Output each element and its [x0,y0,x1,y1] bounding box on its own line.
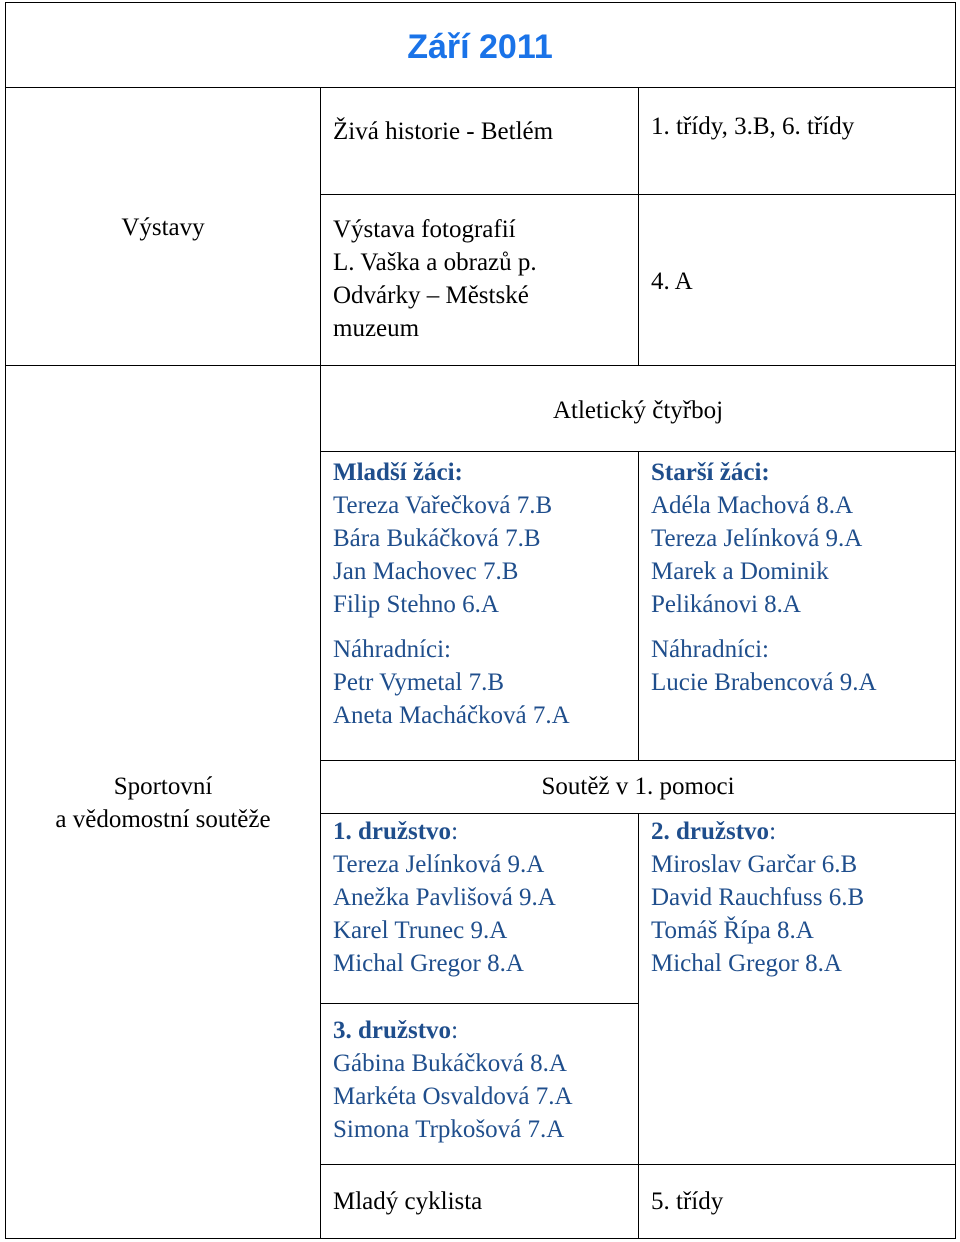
team2-member: David Rauchfuss 6.B [651,884,865,911]
exhibition-event-2-line: L. Vaška a obrazů p. [333,249,537,276]
exhibition-event-2-line: Odvárky – Městské [333,282,529,309]
first-aid-heading: Soutěž v 1. pomoci [541,773,735,800]
divider-exhibition-classes [638,87,639,366]
exhibition-event-2-line: muzeum [333,315,420,342]
athletics-older-group [651,456,877,699]
border-bottom [5,1238,956,1239]
older-member: Adéla Machová 8.A [651,492,854,519]
first-aid-team-2 [651,815,864,980]
team1-member: Anežka Pavlišová 9.A [333,884,556,911]
divider-above-team3 [320,1003,638,1004]
team3-colon: : [451,1017,459,1044]
divider-category-column [320,87,321,1239]
title-text: Září 2011 [407,28,553,66]
first-aid-team-3 [333,1014,573,1146]
older-member: Pelikánovi 8.A [651,591,801,618]
team3-member: Simona Trpkošová 7.A [333,1116,565,1143]
exhibition-classes-2: 4. A [651,268,693,295]
category-sports-line: a vědomostní soutěže [55,806,271,833]
team3-member: Markéta Osvaldová 7.A [333,1083,573,1110]
border-under-title [5,87,956,88]
younger-sub: Petr Vymetal 7.B [333,669,505,696]
older-sub: Lucie Brabencová 9.A [651,669,877,696]
category-exhibitions: Výstavy [121,214,205,241]
athletics-heading: Atletický čtyřboj [552,397,724,424]
cyclist-event: Mladý cyklista [333,1188,483,1215]
border-left [5,2,6,1239]
older-label: Starší žáci: [651,459,770,486]
older-subs-label: Náhradníci: [651,636,770,663]
exhibition-event-2-line: Výstava fotografií [333,216,516,243]
team1-member: Michal Gregor 8.A [333,950,524,977]
team2-member: Miroslav Garčar 6.B [651,851,858,878]
team3-label: 3. družstvo [333,1017,452,1044]
divider-first-aid-teams [638,813,639,1165]
page-title [0,27,960,67]
team1-member: Karel Trunec 9.A [333,917,508,944]
first-aid-team-1 [333,815,556,980]
team3-member: Gábina Bukáčková 8.A [333,1050,567,1077]
athletics-younger-group [333,456,570,732]
younger-member: Bára Bukáčková 7.B [333,525,541,552]
border-right [955,2,956,1239]
older-member: Marek a Dominik [651,558,829,585]
category-sports [5,770,321,836]
border-under-exhibitions [5,365,956,366]
younger-member: Jan Machovec 7.B [333,558,519,585]
younger-member: Tereza Vařečková 7.B [333,492,553,519]
younger-label: Mladší žáci: [333,459,463,486]
exhibition-event-2 [333,213,537,345]
younger-sub: Aneta Macháčková 7.A [333,702,570,729]
team1-label: 1. družstvo [333,818,452,845]
younger-subs-label: Náhradníci: [333,636,452,663]
team2-colon: : [769,818,777,845]
cyclist-classes: 5. třídy [651,1188,724,1215]
older-member: Tereza Jelínková 9.A [651,525,863,552]
team1-colon: : [451,818,459,845]
team1-member: Tereza Jelínková 9.A [333,851,545,878]
category-sports-line: Sportovní [113,773,213,800]
exhibition-event-1: Živá historie - Betlém [333,118,554,145]
team2-member: Michal Gregor 8.A [651,950,842,977]
divider-cyclist-classes [638,1164,639,1239]
team2-label: 2. družstvo [651,818,770,845]
divider-athletics-groups [638,451,639,761]
team2-member: Tomáš Řípa 8.A [651,917,814,944]
border-top [5,2,956,3]
exhibition-classes-1: 1. třídy, 3.B, 6. třídy [651,113,855,140]
younger-member: Filip Stehno 6.A [333,591,499,618]
